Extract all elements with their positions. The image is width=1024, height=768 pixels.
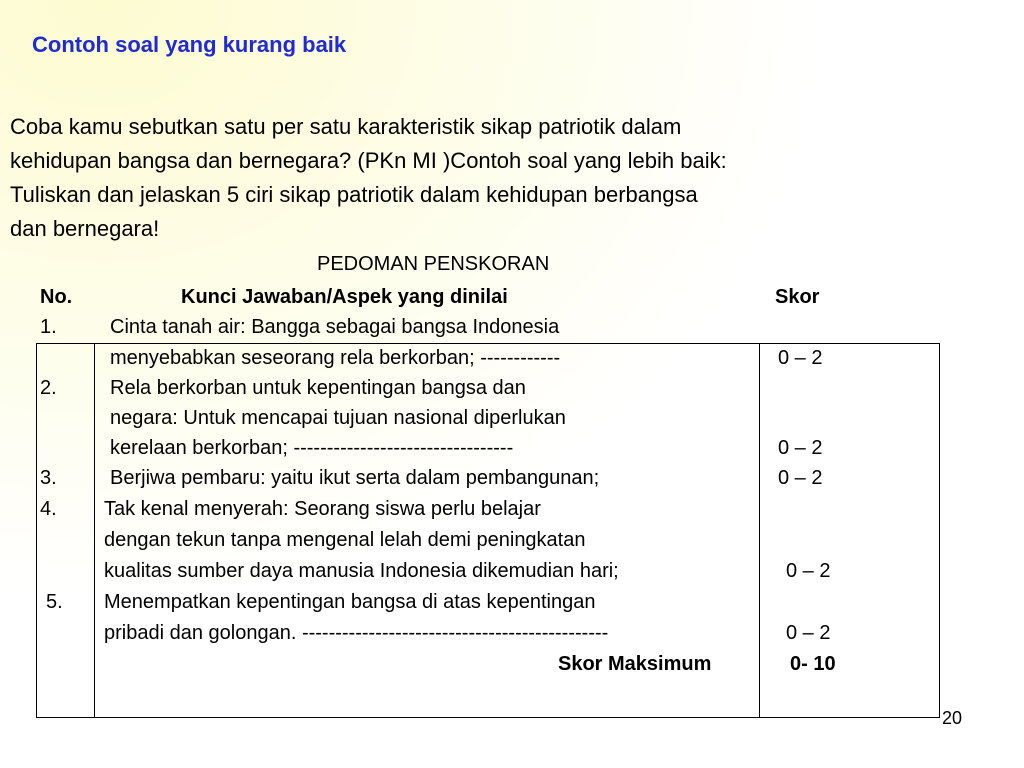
question-line-2: kehidupan bangsa dan bernegara? (PKn MI )Contoh soal yang lebih baik: bbox=[10, 148, 727, 173]
total-label: Skor Maksimum bbox=[558, 653, 712, 675]
rubric-column-divider-right bbox=[759, 343, 760, 718]
item-2-score: 0 – 2 bbox=[778, 437, 823, 459]
item-4-no: 4. bbox=[40, 498, 57, 520]
item-4-line-3: kualitas sumber daya manusia Indonesia dikemudian hari; bbox=[104, 560, 619, 582]
slide-title: Contoh soal yang kurang baik bbox=[32, 32, 347, 57]
item-1-line-2: menyebabkan seseorang rela berkorban; ------------ bbox=[110, 347, 561, 369]
item-2-no: 2. bbox=[40, 377, 57, 399]
item-5-line-2: pribadi dan golongan. ---------------------------------------------- bbox=[104, 622, 609, 644]
item-5-no: 5. bbox=[46, 591, 63, 613]
item-5-score: 0 – 2 bbox=[786, 622, 831, 644]
item-1-line-1: Cinta tanah air: Bangga sebagai bangsa Indonesia bbox=[110, 316, 560, 338]
item-2-line-1: Rela berkorban untuk kepentingan bangsa dan bbox=[110, 377, 526, 399]
rubric-column-divider-left bbox=[94, 343, 95, 718]
question-line-1: Coba kamu sebutkan satu per satu karakteristik sikap patriotik dalam bbox=[10, 114, 682, 139]
item-1-no: 1. bbox=[40, 316, 57, 338]
item-2-line-3: kerelaan berkorban; --------------------------------- bbox=[110, 437, 514, 459]
column-header-key: Kunci Jawaban/Aspek yang dinilai bbox=[181, 286, 508, 308]
question-line-4: dan bernegara! bbox=[10, 216, 160, 241]
rubric-heading: PEDOMAN PENSKORAN bbox=[317, 253, 550, 275]
item-1-score: 0 – 2 bbox=[778, 347, 823, 369]
item-3-no: 3. bbox=[40, 467, 57, 489]
question-line-3: Tuliskan dan jelaskan 5 ciri sikap patriotik dalam kehidupan berbangsa bbox=[10, 182, 698, 207]
item-3-line-1: Berjiwa pembaru: yaitu ikut serta dalam pembangunan; bbox=[110, 467, 600, 489]
item-5-line-1: Menempatkan kepentingan bangsa di atas kepentingan bbox=[104, 591, 596, 613]
column-header-no: No. bbox=[40, 286, 73, 308]
total-value: 0- 10 bbox=[790, 653, 836, 675]
item-4-line-1: Tak kenal menyerah: Seorang siswa perlu belajar bbox=[104, 498, 541, 520]
item-4-line-2: dengan tekun tanpa mengenal lelah demi peningkatan bbox=[104, 529, 586, 551]
item-3-score: 0 – 2 bbox=[778, 467, 823, 489]
item-4-score: 0 – 2 bbox=[786, 560, 831, 582]
column-header-score: Skor bbox=[775, 286, 820, 308]
page-number: 20 bbox=[941, 708, 962, 728]
item-2-line-2: negara: Untuk mencapai tujuan nasional diperlukan bbox=[110, 407, 566, 429]
